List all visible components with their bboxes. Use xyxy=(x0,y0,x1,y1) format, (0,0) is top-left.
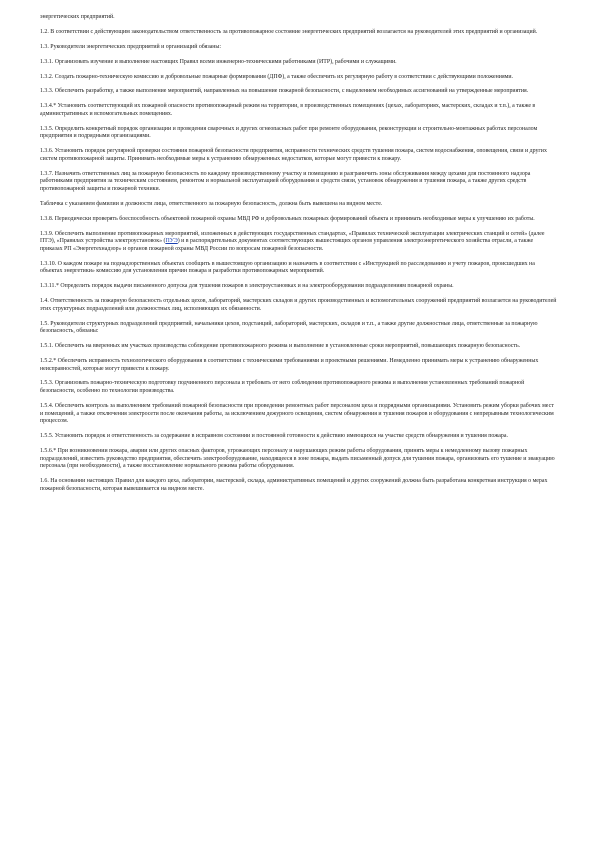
paragraph: 1.3.6. Установить порядок регулярной проверки состояния пожарной безопасности предприятия, исправности технических средств тушения пожара, систем водоснабжения, оповещения, связи и других систем противопожарной защиты. Принимать необходимые меры к устранению обнаруженных недостатков, которые могут привести к пожару. xyxy=(40,148,547,162)
paragraph: 1.3.10. О каждом пожаре на поднадзорственных объектах сообщить в вышестоящую организацию и назначить в соответствии с «Инструкцией по расследованию и учету пожаров, происшедших на объектах энергетики» комиссию для установления причин пожара и разработки противопожарных мероприятий. xyxy=(40,260,535,275)
paragraph: энергетических предприятий. xyxy=(40,14,115,20)
paragraph: 1.3.1. Организовать изучение и выполнение настоящих Правил всеми инженерно-техническими работниками (ИТР), рабочими и служащими. xyxy=(40,58,397,65)
paragraph: 1.5.1. Обеспечить на вверенных им участках производства соблюдение противопожарного режима и выполнение в установленные сроки мероприятий, повышающих пожарную безопасность. xyxy=(40,343,521,350)
paragraph: 1.3.11.* Определить порядок выдачи письменного допуска для тушения пожаров в электроустановках и на электрооборудовании подразделениям пожарной охраны. xyxy=(40,283,454,290)
paragraph: 1.2. В соответствии с действующим законодательством ответственность за противопожарное состояние энергетических предприятий возлагается на руководителей этих предприятий и организаций. xyxy=(40,28,538,35)
paragraph: 1.6. На основании настоящих Правил для каждого цеха, лаборатории, мастерской, склада, административных помещений и других сооружений должна быть разработана конкретная инструкция о мерах пожарной безопасности, которая вывешивается на видном месте. xyxy=(40,477,548,492)
paragraph: 1.3.7. Назначить ответственных лиц за пожарную безопасность по каждому производственному участку и помещению и разграничить зоны обслуживания между цехами для постоянного надзора работниками предприятия за техническим состоянием, ремонтом и нормальной эксплуатацией оборудования и средств связи, установок обнаружения и тушения пожара, а также других средств противопожарной защиты и пожарной техники. xyxy=(40,170,531,192)
pue-link[interactable]: ПУЭ xyxy=(165,238,178,245)
paragraph: Табличка с указанием фамилии и должности лица, ответственного за пожарную безопасность, должна быть вывешена на видном месте. xyxy=(40,200,383,207)
paragraph: 1.3.8. Периодически проверять боеспособность объектовой пожарной охраны МВД РФ и добровольных пожарных формирований объекта и принимать необходимые меры к улучшению их работы. xyxy=(40,215,535,222)
paragraph: 1.5. Руководители структурных подразделений предприятий, начальники цехов, подстанций, лабораторий, мастерских, складов и т.п., а также другие должностные лица, ответственные за пожарную безопасность, обязаны: xyxy=(40,320,538,335)
paragraph: 1.3.4.* Установить соответствующий их пожарной опасности противопожарный режим на территории, в производственных помещениях (цехах, лабораториях, мастерских, складах и т.п.), а также в административных и вспомогательных помещениях. xyxy=(40,103,536,117)
paragraph: 1.3.5. Определить конкретный порядок организации и проведения сварочных и других огнеопасных работ при ремонте оборудования, реконструкции и строительно-монтажных работах персоналом предприятия и подрядными организациями. xyxy=(40,125,538,140)
paragraph-1-3-9 xyxy=(40,231,557,254)
paragraph: 1.3. Руководители энергетических предприятий и организаций обязаны: xyxy=(40,43,222,50)
paragraph: 1.5.4. Обеспечить контроль за выполнением требований пожарной безопасности при проведении ремонтных работ персоналом цеха и подрядными организациями. Установить режим уборки рабочих мест и помещений, а также отключения электросети после окончания работы, за исключением дежурного освещения, систем обнаружения и тушения пожаров и оборудования с непрерывным технологическим процессом. xyxy=(40,402,554,425)
paragraph: 1.5.3. Организовать пожарно-техническую подготовку подчиненного персонала и требовать от него соблюдения противопожарного режима и выполнения установленных требований пожарной безопасности, особенно по технологии производства. xyxy=(40,380,525,395)
paragraph: 1.3.2. Создать пожарно-техническую комиссию и добровольные пожарные формирования (ДПФ), а также обеспечить их регулярную работу в соответствии с действующими положениями. xyxy=(40,73,514,80)
paragraph: 1.4. Ответственность за пожарную безопасность отдельных цехов, лабораторий, мастерских складов и других производственных и вспомогательных сооружений предприятий возлагается на руководителей этих структурных подразделений или должностных лиц, исполняющих их обязанности. xyxy=(40,298,557,312)
paragraph: 1.3.3. Обеспечить разработку, а также выполнение мероприятий, направленных на повышение пожарной безопасности, с выделением необходимых ассигнований на утвержденные мероприятия. xyxy=(40,88,529,95)
paragraph: 1.5.2.* Обеспечить исправность технологического оборудования в соответствии с техническими требованиями и проектными решениями. Немедленно принимать меры к устранению обнаруженных неисправностей, которые могут привести к пожару. xyxy=(40,357,539,372)
paragraph: 1.5.6.* При возникновении пожара, аварии или других опасных факторов, угрожающих персоналу и нарушающих режим работы оборудования, принять меры к немедленному вызову пожарных подразделений, известить руководство предприятия, обеспечить электрооборудование, находящееся в зоне пожара, выдать письменный допуск для тушения пожара, организовать его тушение и эвакуацию персонала (при необходимости), а также восстановление нормального режима работы оборудования. xyxy=(40,447,555,470)
paragraph: 1.5.5. Установить порядок и ответственность за содержание в исправном состоянии и постоянной готовности к действию имеющихся на участке средств обнаружения и тушения пожара. xyxy=(40,433,508,440)
paragraph-text: ) и в распорядительных документах соответствующих вышестоящих органов управления электроэнергетического хозяйства отрасли, а также приказах РП «Энергетехнадзор» и органов пожарной охраны МВД России по вопросам пожарной безопасности. xyxy=(40,238,534,252)
paragraph-text: 1.3.9. Обеспечить выполнение противопожарных мероприятий, изложенных в действующих государственных стандартах, «Правилах технической эксплуатации электрических станций и сетей» (далее ПТЭ), «Правилах устройства электроустановок» ( xyxy=(40,230,545,245)
